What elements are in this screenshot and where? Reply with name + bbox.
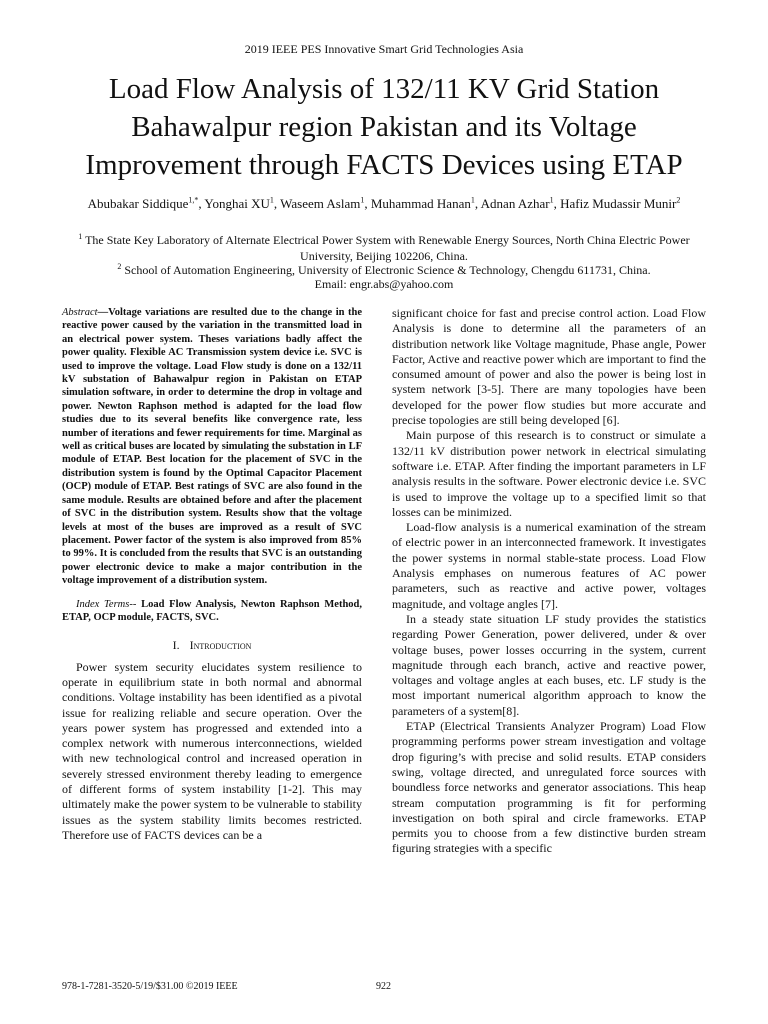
title-line-2: Bahawalpur region Pakistan and its Voltage <box>131 111 637 143</box>
author: Yonghai XU <box>204 196 270 211</box>
affiliation-mark: 1 <box>78 232 83 241</box>
author: Abubakar Siddique <box>87 196 189 211</box>
author-list <box>20 196 748 212</box>
author-separator: , <box>273 196 281 211</box>
author-affiliation-mark: 2 <box>676 195 681 205</box>
affiliation-2 <box>60 262 708 278</box>
body-paragraph: ETAP (Electrical Transients Analyzer Program) Load Flow programming performs power stream investigation and voltage drop figuring’s with precise and solid results. ETAP considers swing, voltage directed, and unregulated force sources with boundless force networks and generator associations. This heap stream computation programming is fit for performing investigation on both spiral and circle frameworks. ETAP permits you to choose from a few distinctive burden stream figuring strategies with a specific <box>392 719 706 856</box>
body-paragraph: Main purpose of this research is to construct or simulate a 132/11 kV distribution power network in electrical simulating software i.e. ETAP. After finding the important parameters in LF analysis results in the software. Power electronic device i.e. SVC is used to improve the voltage up to a specified limit so that losses can be minimized. <box>392 428 706 519</box>
index-terms-text: Load Flow Analysis, Newton Raphson Method, ETAP, OCP module, FACTS, SVC. <box>62 598 362 623</box>
section-number: I. <box>172 638 180 653</box>
title-line-3: Improvement through FACTS Devices using ETAP <box>85 149 683 181</box>
abstract-dash: — <box>97 307 109 318</box>
author: Waseem Aslam <box>280 196 361 211</box>
author-separator: , <box>553 196 561 211</box>
page-number: 922 <box>376 981 391 992</box>
body-paragraph: Load-flow analysis is a numerical examination of the stream of electric power in an interconnected framework. It investigates the power systems in normal stable-state process. Load Flow Analysis emphases on numerous features of AC power parameters, such as reactive and active power, voltages magnitude, and voltage angles [7]. <box>392 520 706 611</box>
index-terms <box>62 598 362 625</box>
index-terms-label: Index Terms-- <box>76 598 137 610</box>
body-paragraph: significant choice for fast and precise control action. Load Flow Analysis is done to determine all the parameters of an distribution network like Voltage magnitude, Phase angle, Power Factor, Active and reactive power which are important to find the consumed amount of power and also the power is being lost in system network [3-5]. There are many topologies have been developed for the power flow studies but more accurate and precise topologies are still being developed [6]. <box>392 306 706 428</box>
section-heading-introduction <box>62 638 362 653</box>
abstract-label: Abstract <box>62 307 98 318</box>
left-column <box>62 306 362 843</box>
affiliation-text: The State Key Laboratory of Alternate Electrical Power System with Renewable Energy Sources, North China Electric Power University, Beijing 102206, China. <box>82 233 690 263</box>
author-separator: , <box>364 196 371 211</box>
abstract <box>62 306 362 588</box>
affiliation-text: School of Automation Engineering, University of Electronic Science & Technology, Chengdu 611731, China. <box>121 263 651 277</box>
footer-isbn: 978-1-7281-3520-5/19/$31.00 ©2019 IEEE <box>62 981 238 992</box>
author-affiliation-mark: 1 <box>360 195 365 205</box>
affiliation-1 <box>60 232 708 264</box>
right-column <box>392 306 706 857</box>
author: Muhammad Hanan <box>370 196 471 211</box>
author-affiliation-mark: 1,* <box>188 195 199 205</box>
title-line-1: Load Flow Analysis of 132/11 KV Grid Station <box>108 73 660 105</box>
author-affiliation-mark: 1 <box>269 195 274 205</box>
abstract-text: Voltage variations are resulted due to the change in the reactive power caused by the variation in the transmitted load in an electrical power system. Theses variations badly affect the power quality. Flexible AC Transmission system device i.e. SVC is used to improve the voltage. Load Flow study is done on a 132/11 kV substation of Bahawalpur region in Pakistan on ETAP simulation software, in order to determine the drop in voltage and power. Newton Raphson method is adapted for the load flow studies due to its several benefits like convergence rate, less number of iterations and fewer requirements for time. Marginal as well as critical buses are located by simulating the substation in LF module of ETAP. Best location for the placement of SVC in the distribution system is found by the Optimal Capacitor Placement (OCP) module of ETAP. Best ratings of SVC are also found in the same module. Results are obtained before and after the placement of SVC in the distribution system. Results show that the voltage levels at most of the buses are improved as a result of SVC placement. Power factor of the system is also improved from 85% to 99%. It is concluded from the results that SVC is an outstanding power electronic device to make a major contribution in the voltage improvement of a distribution system. <box>62 307 362 587</box>
author: Adnan Azhar <box>480 196 550 211</box>
author-separator: , <box>198 196 205 211</box>
author: Hafiz Mudassir Munir <box>560 196 677 211</box>
body-paragraph: Power system security elucidates system resilience to operate in equilibrium state in both normal and abnormal conditions. Voltage instability has been identified as a pivotal issue for realizing reliable and secure operation. Over the years power system has progressed and extended into a complex network with numerous interconnections, wielded with new technological control and increased operation in severely stressed environment thereby leading to emergence of different forms of system instability [1-2]. This may ultimately make the power system to be vulnerable to stability issues as the system stability limits becomes restricted. Therefore use of FACTS devices can be a <box>62 659 362 842</box>
conference-header: 2019 IEEE PES Innovative Smart Grid Technologies Asia <box>244 42 524 56</box>
section-title: Introduction <box>189 638 252 653</box>
affiliation-mark: 2 <box>117 262 122 271</box>
author-affiliation-mark: 1 <box>549 195 554 205</box>
paper-title <box>40 70 728 184</box>
body-paragraph: In a steady state situation LF study provides the statistics regarding Power Generation, power delivered, under & over voltage buses, power losses occurring in the system, current magnitude through each branch, active and reactive power, voltages and voltage angles at each buses, etc. LF study is the most important numerical algorithm approach to know the parameters of a system[8]. <box>392 611 706 718</box>
author-affiliation-mark: 1 <box>470 195 475 205</box>
contact-email: Email: engr.abs@yahoo.com <box>314 277 454 291</box>
author-separator: , <box>474 196 481 211</box>
